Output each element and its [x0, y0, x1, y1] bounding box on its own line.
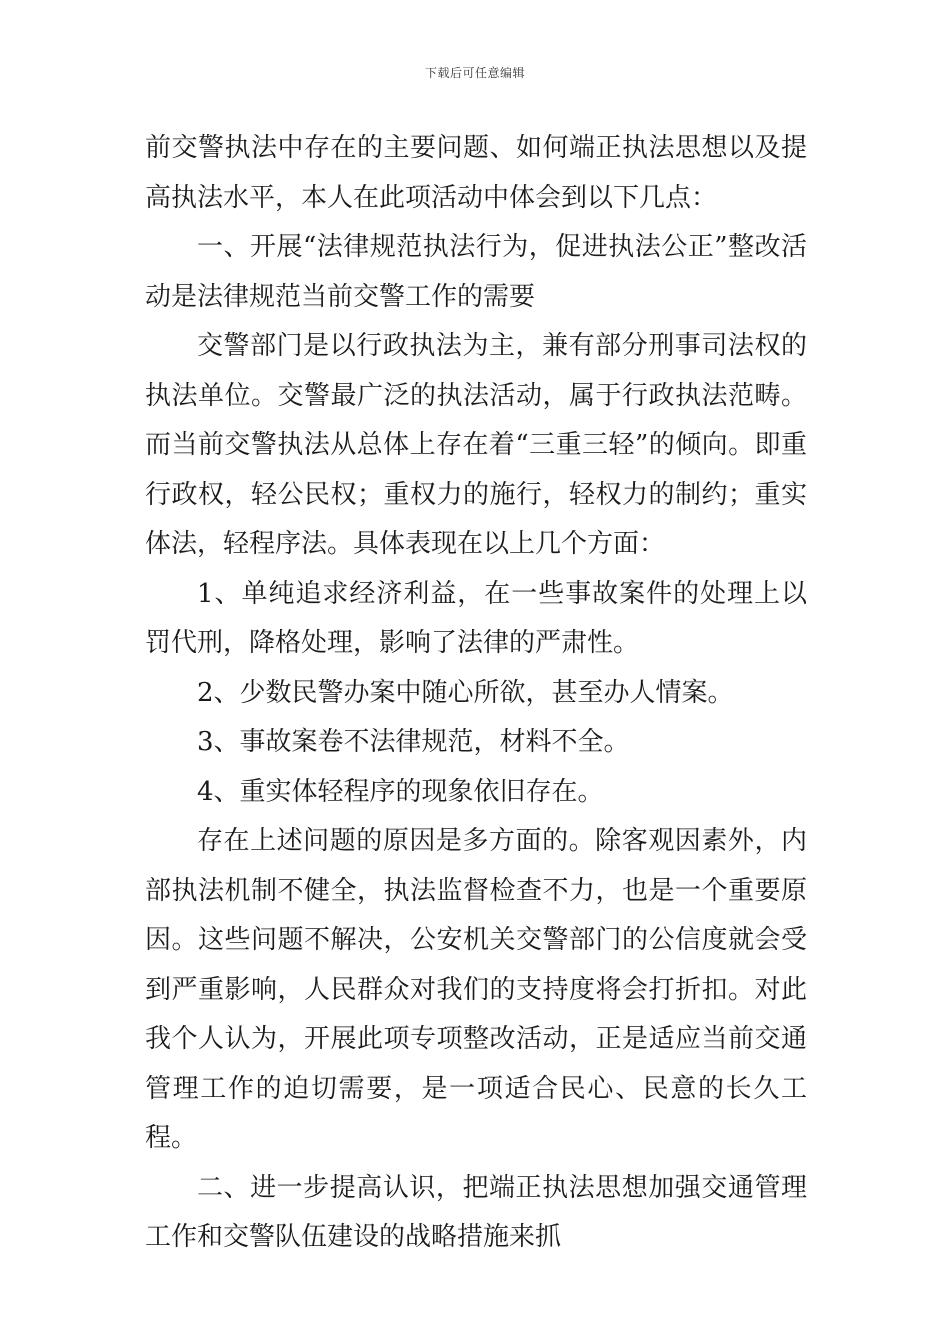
heading-section-one: 一、开展“法律规范执法行为，促进执法公正”整改活动是法律规范当前交警工作的需要 [145, 232, 807, 312]
list-item-2: 2、少数民警办案中随心所欲，甚至办人情案。 [197, 677, 734, 708]
paragraph-background: 交警部门是以行政执法为主，兼有部分刑事司法权的执法单位。交警最广泛的执法活动，属于行政执法范畴。而当前交警执法从总体上存在着“三重三轻”的倾向。即重行政权，轻公民权；重权力的施行，轻权力的制约；重实体法，轻程序法。具体表现在以上几个方面： [145, 331, 807, 559]
heading-section-two: 二、进一步提高认识，把端正执法思想加强交通管理工作和交警队伍建设的战略措施来抓 [145, 1172, 807, 1252]
list-item-4: 4、重实体轻程序的现象依旧存在。 [197, 776, 604, 807]
list-item-3: 3、事故案卷不法律规范，材料不全。 [197, 727, 630, 757]
document-body [145, 124, 807, 1263]
paragraph-intro-continuation: 前交警执法中存在的主要问题、如何端正执法思想以及提高执法水平，本人在此项活动中体会到以下几点： [145, 133, 807, 213]
list-item-1: 1、单纯追求经济利益，在一些事故案件的处理上以罚代刑，降格处理，影响了法律的严肃性。 [145, 578, 807, 658]
paragraph-causes: 存在上述问题的原因是多方面的。除客观因素外，内部执法机制不健全，执法监督检查不力，也是一个重要原因。这些问题不解决，公安机关交警部门的公信度就会受到严重影响，人民群众对我们的支持度将会打折扣。对此我个人认为，开展此项专项整改活动，正是适应当前交通管理工作的迫切需要，是一项适合民心、民意的长久工程。 [145, 826, 807, 1153]
page-header: 下载后可任意编辑 [424, 66, 525, 80]
